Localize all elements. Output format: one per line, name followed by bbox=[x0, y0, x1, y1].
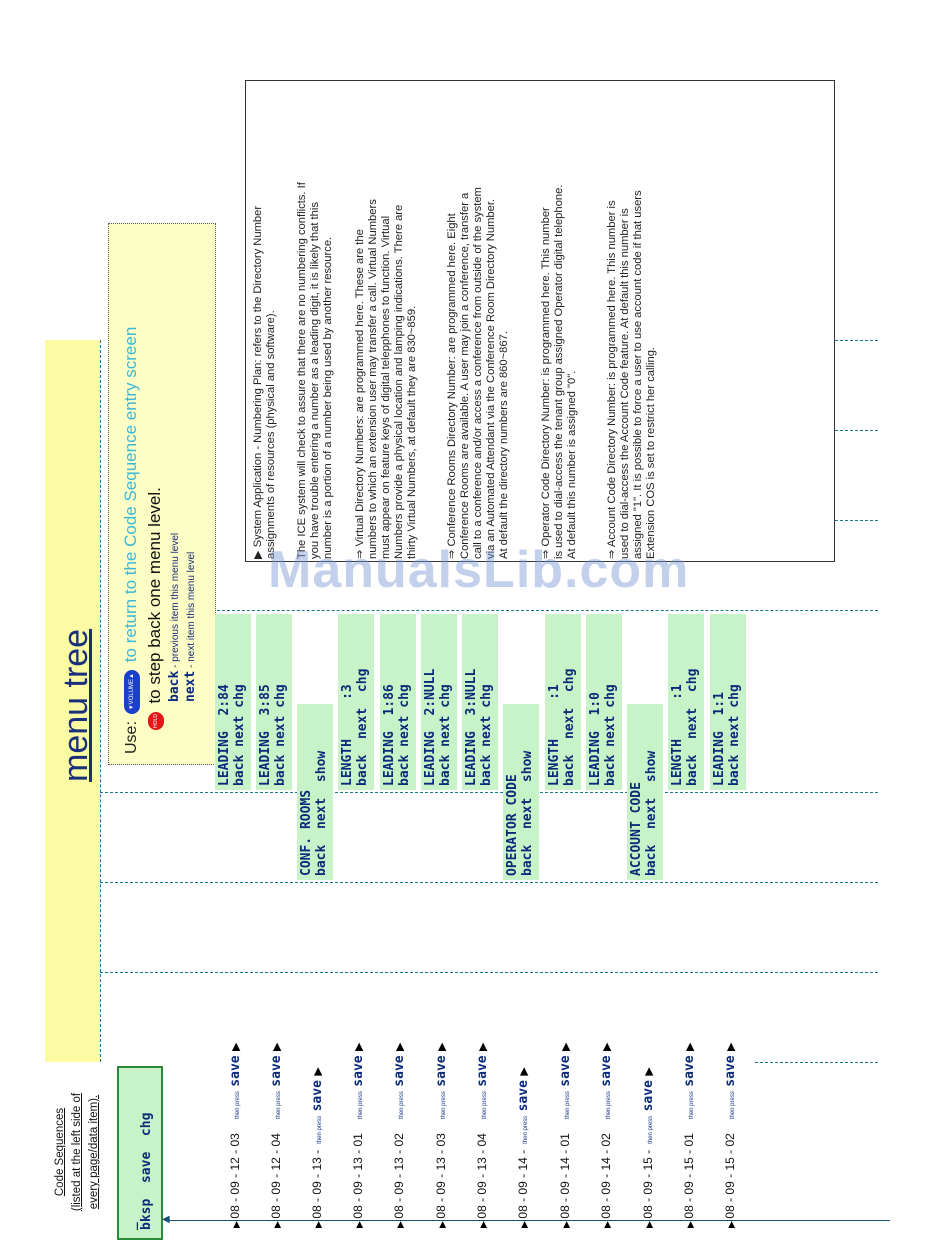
root-lcd-line1: _ bbox=[124, 1222, 139, 1230]
next-word: next bbox=[183, 670, 198, 702]
tree-baseline-arrow: ◀ bbox=[162, 1214, 170, 1225]
sequence-arrow-icon: ▶ bbox=[644, 1218, 654, 1228]
sequence-end-arrow-icon: ▶ bbox=[353, 1042, 365, 1051]
tree-connector bbox=[212, 610, 878, 611]
sequence-arrow-icon: ▶ bbox=[561, 1218, 571, 1228]
page-title: menu tree bbox=[57, 628, 95, 782]
sequence-code: 08 - 09 - 13 - 02 bbox=[392, 1133, 406, 1219]
use-box bbox=[108, 223, 216, 765]
lcd-leading-3: LEADING 3:85 back next chg bbox=[256, 614, 292, 790]
sequence-then-press: then press bbox=[399, 1091, 405, 1120]
lcd-account-code: ACCOUNT CODE back next show bbox=[627, 704, 663, 880]
lcd-conf-leading-2: LEADING 2:NULL back next chg bbox=[421, 614, 457, 790]
sequence-end-arrow-icon: ▶ bbox=[477, 1042, 489, 1051]
sequence-save-key: save bbox=[310, 1080, 325, 1112]
sequence-save-key: save bbox=[599, 1055, 614, 1087]
use-label: Use: bbox=[123, 721, 140, 754]
back-word: back bbox=[167, 670, 182, 702]
lcd-conf-leading-1: LEADING 1:86 back next chg bbox=[380, 614, 416, 790]
lcd-conf-rooms: CONF. ROOMS back next show bbox=[297, 704, 333, 880]
sequence-save-key: save bbox=[269, 1055, 284, 1087]
tree-connector bbox=[835, 430, 878, 431]
sequence-end-arrow-icon: ▶ bbox=[518, 1067, 530, 1076]
tree-connector bbox=[835, 340, 878, 341]
sequence-save-key: save bbox=[516, 1080, 531, 1112]
sequence-arrow-icon: ▶ bbox=[726, 1218, 736, 1228]
tree-connector bbox=[100, 972, 878, 973]
sequence-arrow-icon: ▶ bbox=[437, 1218, 447, 1228]
code-sequences-line: every page/data item). bbox=[88, 1094, 100, 1210]
sequence-end-arrow-icon: ▶ bbox=[436, 1042, 448, 1051]
sequence-then-press: then press bbox=[606, 1091, 612, 1120]
sequence-save-key: save bbox=[351, 1055, 366, 1087]
info-box bbox=[245, 80, 835, 562]
next-text: - next item this menu level bbox=[186, 551, 197, 671]
sequence-code: 08 - 09 - 15 - 02 bbox=[723, 1133, 737, 1219]
lcd-leading-2: LEADING 2:84 back next chg bbox=[215, 614, 251, 790]
info-para-4: ⇒ Conference Rooms Directory Number: are programmed here. Eight Conference Rooms are available. A user may join a conference, transfer a call to a conference and/or access a conference from outside of the system via an Automated Attendant via the Conference Room Directory Number. At default the directory numbers are 860~867. bbox=[446, 187, 510, 559]
sequence-end-arrow-icon: ▶ bbox=[560, 1042, 572, 1051]
info-para-5: ⇒ Operator Code Directory Number: is programmed here. This number is used to dial-access the tenant group assigned Operator digital telephone. At default this number is assigned "0". bbox=[540, 184, 578, 559]
hold-instruction: to step back one menu level. bbox=[145, 487, 164, 704]
sequence-then-press: then press bbox=[565, 1091, 571, 1120]
lcd-operator-leading: LEADING 1:0 back next chg bbox=[586, 614, 622, 790]
back-text: - previous item this menu level bbox=[170, 532, 181, 671]
info-para-3: ⇒ Virtual Directory Numbers: are programmed here. These are the numbers to which an extension user may transfer a call. Virtual Numbers must appear on feature keys of digital telepphones to function. Virtual Numbers provide a physical location and lamping indications. There are thirty Virtual Numbers, at default they are 830~859. bbox=[354, 199, 418, 559]
tree-connector bbox=[100, 340, 101, 1062]
sequence-save-key: save bbox=[682, 1055, 697, 1087]
lcd-account-leading: LEADING 1:1 back next chg bbox=[710, 614, 746, 790]
sequence-save-key: save bbox=[392, 1055, 407, 1087]
sequence-save-key: save bbox=[558, 1055, 573, 1087]
sequence-save-key: save bbox=[723, 1055, 738, 1087]
sequence-end-arrow-icon: ▶ bbox=[725, 1042, 737, 1051]
sequence-then-press: then press bbox=[235, 1091, 241, 1120]
sequence-code: 08 - 09 - 15 - 01 bbox=[682, 1133, 696, 1219]
volume-button-icon: ▼VOLUME▲ bbox=[124, 670, 140, 714]
sequence-code: 08 - 09 - 13 - bbox=[310, 1149, 324, 1219]
tree-connector bbox=[100, 882, 878, 883]
sequence-code: 08 - 09 - 14 - 01 bbox=[558, 1133, 572, 1219]
sequence-save-key: save bbox=[434, 1055, 449, 1087]
sequence-arrow-icon: ▶ bbox=[602, 1218, 612, 1228]
sequence-code: 08 - 09 - 13 - 01 bbox=[351, 1133, 365, 1219]
root-lcd-line2: bksp save chg bbox=[139, 1112, 154, 1230]
info-para-1: ▶ System Application - Numbering Plan: refers to the Directory Number assignments of resources (physical and software). bbox=[252, 205, 277, 559]
sequence-code: 08 - 09 - 15 - bbox=[641, 1149, 655, 1219]
sequence-end-arrow-icon: ▶ bbox=[684, 1042, 696, 1051]
sequence-arrow-icon: ▶ bbox=[354, 1218, 364, 1228]
lcd-account-length: LENGTH :1 back next chg bbox=[668, 614, 704, 790]
lcd-operator-code: OPERATOR CODE back next show bbox=[503, 704, 539, 880]
sequence-save-key: save bbox=[228, 1055, 243, 1087]
lcd-conf-length: LENGTH :3 back next chg bbox=[338, 614, 374, 790]
watermark: ManualsLib.com bbox=[268, 541, 690, 599]
sequence-end-arrow-icon: ▶ bbox=[601, 1042, 613, 1051]
sequence-end-arrow-icon: ▶ bbox=[312, 1067, 324, 1076]
lcd-operator-length: LENGTH :1 back next chg bbox=[545, 614, 581, 790]
sequence-code: 08 - 09 - 13 - 04 bbox=[475, 1133, 489, 1219]
hold-button-icon: HOLD bbox=[148, 712, 164, 730]
lcd-conf-leading-3: LEADING 3:NULL back next chg bbox=[462, 614, 498, 790]
sequence-save-key: save bbox=[641, 1080, 656, 1112]
sequence-then-press: then press bbox=[482, 1091, 488, 1120]
sequence-arrow-icon: ▶ bbox=[395, 1218, 405, 1228]
tree-connector bbox=[835, 520, 878, 521]
sequence-then-press: then press bbox=[689, 1091, 695, 1120]
volume-instruction: to return to the Code Sequence entry screen bbox=[121, 326, 140, 663]
sequence-arrow-icon: ▶ bbox=[519, 1218, 529, 1228]
sequence-code: 08 - 09 - 13 - 03 bbox=[434, 1133, 448, 1219]
sequence-arrow-icon: ▶ bbox=[313, 1218, 323, 1228]
tree-connector bbox=[755, 1062, 878, 1063]
sequence-then-press: then press bbox=[441, 1091, 447, 1120]
sequence-end-arrow-icon: ▶ bbox=[230, 1042, 242, 1051]
sequence-then-press: then press bbox=[648, 1115, 654, 1144]
sequence-arrow-icon: ▶ bbox=[231, 1218, 241, 1228]
sequence-end-arrow-icon: ▶ bbox=[394, 1042, 406, 1051]
sequence-then-press: then press bbox=[730, 1091, 736, 1120]
sequence-code: 08 - 09 - 14 - bbox=[516, 1149, 530, 1219]
info-para-6: ⇒ Account Code Directory Number: is programmed here. This number is used to dial-access the Account Code feature. At default this number is assigned "1". It is possible to force a user to use account code if that users Extension COS is set to restrict her calling. bbox=[606, 190, 657, 559]
sequence-code: 08 - 09 - 12 - 04 bbox=[269, 1133, 283, 1219]
info-para-2: The ICE system will check to assure that there are no numbering conflicts. If you have trouble entering a number as a leading digit, it is likely that this number is a portion of a number being used by another resource. bbox=[296, 182, 334, 559]
code-sequences-line: Code Sequences bbox=[54, 1107, 66, 1197]
sequence-then-press: then press bbox=[523, 1115, 529, 1144]
sequence-arrow-icon: ▶ bbox=[478, 1218, 488, 1228]
code-sequences-line: (listed at the left side of bbox=[71, 1092, 83, 1212]
sequence-then-press: then press bbox=[358, 1091, 364, 1120]
sequence-arrow-icon: ▶ bbox=[685, 1218, 695, 1228]
sequence-then-press: then press bbox=[317, 1115, 323, 1144]
sequence-code: 08 - 09 - 14 - 02 bbox=[599, 1133, 613, 1219]
tree-connector bbox=[100, 792, 878, 793]
root-lcd bbox=[117, 1066, 163, 1240]
sequence-end-arrow-icon: ▶ bbox=[643, 1067, 655, 1076]
sequence-end-arrow-icon: ▶ bbox=[271, 1042, 283, 1051]
sequence-arrow-icon: ▶ bbox=[272, 1218, 282, 1228]
sequence-save-key: save bbox=[475, 1055, 490, 1087]
sequence-then-press: then press bbox=[276, 1091, 282, 1120]
sequence-code: 08 - 09 - 12 - 03 bbox=[228, 1133, 242, 1219]
